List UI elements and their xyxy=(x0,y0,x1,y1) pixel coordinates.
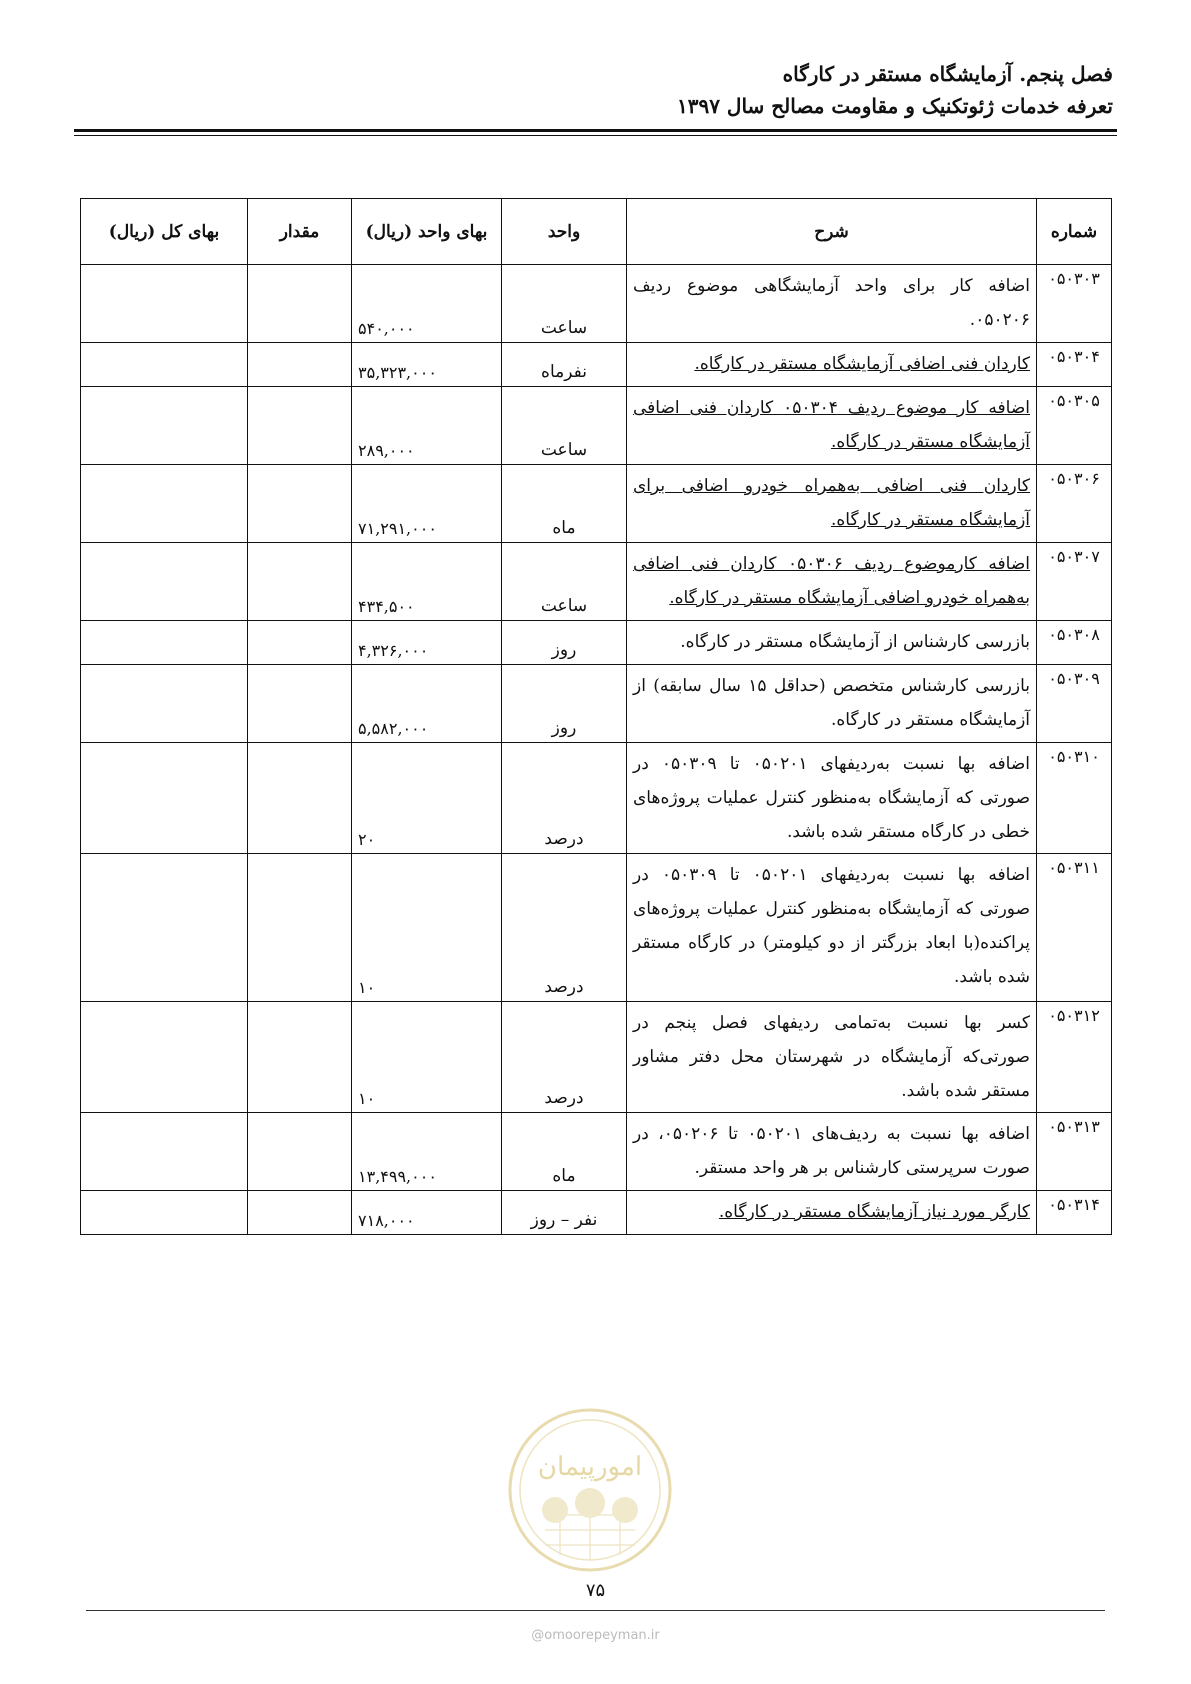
row-number: ۰۵۰۳۱۲ xyxy=(1037,1002,1112,1113)
row-quantity xyxy=(248,265,352,343)
row-unit-price: ۷۱,۲۹۱,۰۰۰ xyxy=(352,465,502,543)
row-number: ۰۵۰۳۰۳ xyxy=(1037,265,1112,343)
row-quantity xyxy=(248,465,352,543)
table-row xyxy=(81,265,1112,343)
row-description: بازرسی کارشناس از آزمایشگاه مستقر در کارگاه. xyxy=(627,621,1037,665)
table-row xyxy=(81,1191,1112,1235)
row-number: ۰۵۰۳۱۰ xyxy=(1037,743,1112,854)
row-total xyxy=(81,621,248,665)
row-total xyxy=(81,265,248,343)
header-rule-thin xyxy=(74,135,1117,136)
col-header-description: شرح xyxy=(627,199,1037,265)
row-quantity xyxy=(248,621,352,665)
seal-text: امورپیمان xyxy=(537,1452,643,1482)
row-unit-price: ۵,۵۸۲,۰۰۰ xyxy=(352,665,502,743)
table-row xyxy=(81,1002,1112,1113)
row-unit-price: ۱۰ xyxy=(352,1002,502,1113)
col-header-unit: واحد xyxy=(502,199,627,265)
row-unit: درصد xyxy=(502,743,627,854)
row-number: ۰۵۰۳۰۵ xyxy=(1037,387,1112,465)
row-unit: نفر – روز xyxy=(502,1191,627,1235)
row-unit-price: ۱۳,۴۹۹,۰۰۰ xyxy=(352,1113,502,1191)
row-description: اضافه بها نسبت به‌ردیفهای ۰۵۰۲۰۱ تا ۰۵۰۳۰۹ در صورتی که آزمایشگاه به‌منظور کنترل عملیات پروژه‌های پراکنده(با ابعاد بزرگتر از دو کیلومتر) در کارگاه مستقر شده باشد. xyxy=(627,854,1037,1002)
row-unit-price: ۵۴۰,۰۰۰ xyxy=(352,265,502,343)
row-total xyxy=(81,343,248,387)
chapter-title: فصل پنجم. آزمایشگاه مستقر در کارگاه xyxy=(782,62,1113,86)
row-quantity xyxy=(248,1113,352,1191)
row-quantity xyxy=(248,343,352,387)
row-quantity xyxy=(248,854,352,1002)
row-number: ۰۵۰۳۰۷ xyxy=(1037,543,1112,621)
table-row xyxy=(81,543,1112,621)
row-description: اضافه بها نسبت به‌ردیفهای ۰۵۰۲۰۱ تا ۰۵۰۳۰۹ در صورتی که آزمایشگاه به‌منظور کنترل عملیات پروژه‌های خطی در کارگاه مستقر شده باشد. xyxy=(627,743,1037,854)
table-row xyxy=(81,343,1112,387)
row-unit: نفرماه xyxy=(502,343,627,387)
row-quantity xyxy=(248,1191,352,1235)
row-unit: ساعت xyxy=(502,265,627,343)
row-unit: ساعت xyxy=(502,543,627,621)
row-unit-price: ۱۰ xyxy=(352,854,502,1002)
table-row xyxy=(81,621,1112,665)
row-quantity xyxy=(248,543,352,621)
row-total xyxy=(81,854,248,1002)
row-number: ۰۵۰۳۰۹ xyxy=(1037,665,1112,743)
row-unit: ماه xyxy=(502,1113,627,1191)
row-unit: روز xyxy=(502,665,627,743)
row-unit-price: ۴,۳۲۶,۰۰۰ xyxy=(352,621,502,665)
col-header-number: شماره xyxy=(1037,199,1112,265)
row-description: کسر بها نسبت به‌تمامی ردیفهای فصل پنجم در صورتی‌که آزمایشگاه در شهرستان محل دفتر مشاور مستقر شده باشد. xyxy=(627,1002,1037,1113)
footer-rule xyxy=(86,1610,1105,1611)
row-quantity xyxy=(248,387,352,465)
watermark-seal xyxy=(505,1405,675,1575)
row-number: ۰۵۰۳۱۳ xyxy=(1037,1113,1112,1191)
table-row xyxy=(81,465,1112,543)
col-header-total: بهای کل (ریال) xyxy=(81,199,248,265)
row-number: ۰۵۰۳۱۴ xyxy=(1037,1191,1112,1235)
row-unit: روز xyxy=(502,621,627,665)
row-description: کاردان فنی اضافی به‌همراه خودرو اضافی برای آزمایشگاه مستقر در کارگاه. xyxy=(627,465,1037,543)
row-unit: ساعت xyxy=(502,387,627,465)
row-total xyxy=(81,465,248,543)
row-unit-price: ۳۵,۳۲۳,۰۰۰ xyxy=(352,343,502,387)
table-header-row xyxy=(81,199,1112,265)
row-description: کاردان فنی اضافی آزمایشگاه مستقر در کارگاه. xyxy=(627,343,1037,387)
row-unit-price: ۴۳۴,۵۰۰ xyxy=(352,543,502,621)
table-row xyxy=(81,854,1112,1002)
site-watermark: @omoorepeyman.ir xyxy=(531,1628,660,1643)
row-description: اضافه کار موضوع ردیف ۰۵۰۳۰۴ کاردان فنی اضافی آزمایشگاه مستقر در کارگاه. xyxy=(627,387,1037,465)
tariff-table xyxy=(80,198,1112,1235)
row-number: ۰۵۰۳۰۴ xyxy=(1037,343,1112,387)
row-unit: ماه xyxy=(502,465,627,543)
row-total xyxy=(81,1191,248,1235)
row-unit: درصد xyxy=(502,854,627,1002)
row-description: اضافه کار برای واحد آزمایشگاهی موضوع ردیف ۰۵۰۲۰۶. xyxy=(627,265,1037,343)
row-quantity xyxy=(248,1002,352,1113)
page-header xyxy=(677,58,1113,122)
row-total xyxy=(81,743,248,854)
row-unit: درصد xyxy=(502,1002,627,1113)
col-header-quantity: مقدار xyxy=(248,199,352,265)
row-total xyxy=(81,1113,248,1191)
table-row xyxy=(81,387,1112,465)
row-quantity xyxy=(248,665,352,743)
header-rule-thick xyxy=(74,129,1117,132)
table-row xyxy=(81,1113,1112,1191)
row-description: اضافه بها نسبت به ردیف‌های ۰۵۰۲۰۱ تا ۰۵۰۲۰۶، در صورت سرپرستی کارشناس بر هر واحد مستقر. xyxy=(627,1113,1037,1191)
page-number: ۷۵ xyxy=(585,1580,606,1601)
row-total xyxy=(81,665,248,743)
row-number: ۰۵۰۳۰۸ xyxy=(1037,621,1112,665)
row-unit-price: ۲۰ xyxy=(352,743,502,854)
col-header-unit-price: بهای واحد (ریال) xyxy=(352,199,502,265)
row-unit-price: ۲۸۹,۰۰۰ xyxy=(352,387,502,465)
row-description: بازرسی کارشناس متخصص (حداقل ۱۵ سال سابقه) از آزمایشگاه مستقر در کارگاه. xyxy=(627,665,1037,743)
row-description: اضافه کارموضوع ردیف ۰۵۰۳۰۶ کاردان فنی اضافی به‌همراه خودرو اضافی آزمایشگاه مستقر در کارگاه. xyxy=(627,543,1037,621)
row-unit-price: ۷۱۸,۰۰۰ xyxy=(352,1191,502,1235)
row-total xyxy=(81,387,248,465)
row-total xyxy=(81,543,248,621)
row-number: ۰۵۰۳۱۱ xyxy=(1037,854,1112,1002)
row-total xyxy=(81,1002,248,1113)
table-row xyxy=(81,743,1112,854)
document-title: تعرفه خدمات ژئوتکنیک و مقاومت مصالح سال ۱۳۹۷ xyxy=(676,94,1113,118)
table-row xyxy=(81,665,1112,743)
row-number: ۰۵۰۳۰۶ xyxy=(1037,465,1112,543)
row-quantity xyxy=(248,743,352,854)
row-description: کارگر مورد نیاز آزمایشگاه مستقر در کارگاه. xyxy=(627,1191,1037,1235)
